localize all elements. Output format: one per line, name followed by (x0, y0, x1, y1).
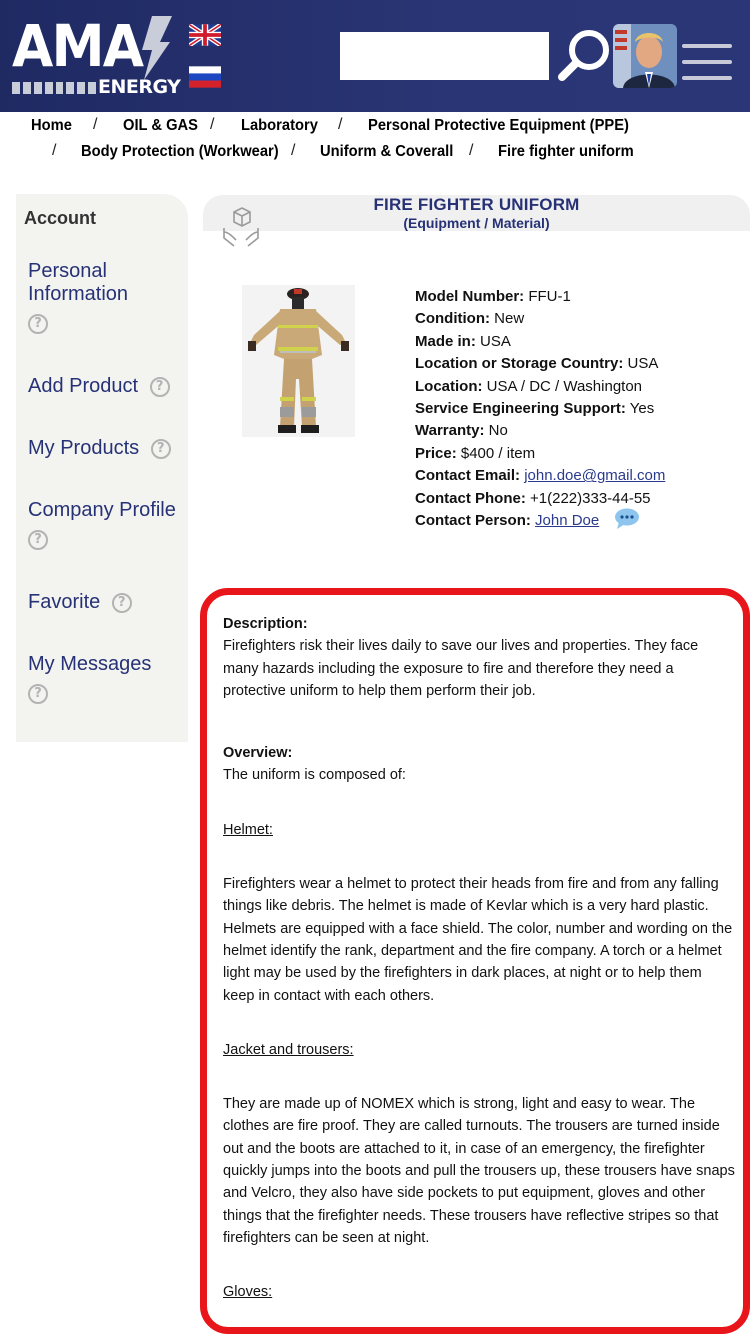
description-label: Description: (223, 616, 308, 632)
help-icon[interactable]: ? (28, 314, 48, 334)
sidebar-item-label: My Products (28, 437, 140, 459)
help-icon[interactable]: ? (150, 377, 170, 397)
product-title: FIRE FIGHTER UNIFORM (373, 195, 580, 214)
detail-value: USA (480, 332, 511, 350)
detail-value: FFU-1 (528, 288, 571, 305)
detail-storage-country (415, 353, 665, 375)
detail-value: No (488, 422, 508, 440)
breadcrumb-separator: / (52, 142, 57, 159)
sidebar-item-label: Add Product (28, 375, 139, 397)
logo-sub-text: ENERGY (98, 76, 181, 98)
breadcrumb-current-page[interactable]: Fire fighter uniform (498, 143, 634, 160)
overview-label: Overview: (223, 745, 293, 762)
uk-flag-icon[interactable] (189, 24, 221, 46)
breadcrumb-oil-gas[interactable]: OIL & GAS (123, 117, 198, 134)
lightning-bolt-icon (138, 16, 172, 80)
sidebar-item-label: Company Profile (28, 499, 176, 521)
jacket-heading: Jacket and trousers: (223, 1041, 354, 1058)
breadcrumb-separator: / (93, 116, 98, 133)
detail-value: $400 / item (460, 444, 536, 462)
sidebar-item-my-messages[interactable] (28, 653, 178, 705)
product-subtitle: (Equipment / Material) (403, 215, 550, 231)
description-content (223, 613, 735, 1304)
product-image[interactable] (242, 285, 355, 437)
detail-label: Price: (415, 444, 457, 462)
account-sidebar (16, 194, 188, 742)
sidebar-item-company-profile[interactable] (28, 499, 188, 551)
detail-label: Contact Phone: (415, 489, 526, 507)
detail-service-support (415, 398, 665, 420)
detail-label: Contact Person: (415, 512, 531, 530)
detail-label: Model Number: (415, 288, 525, 305)
search-input[interactable] (340, 32, 549, 80)
breadcrumb-body-protection[interactable]: Body Protection (Workwear) (81, 143, 279, 160)
sidebar-item-my-products[interactable] (28, 437, 171, 460)
product-details (415, 286, 665, 532)
overview-text: The uniform is composed of: (223, 767, 406, 784)
jacket-text: They are made up of NOMEX which is strong, light and easy to wear. The clothes are fire proof. They are called turnouts. The trousers are turned inside out and the boots are attached to it, in case of an emergency, the firefighter quickly jumps into the boots and pull the trousers up, these trousers have snaps and Velcro, they also have side pockets to put equipment, gloves and other things that the firefighter needs. These trousers have reflective stripes so that firefighters can be seen at night. (223, 1096, 735, 1246)
detail-value: Yes (629, 400, 655, 418)
detail-value: New (494, 310, 525, 328)
detail-value: USA (627, 355, 659, 373)
contact-person-link[interactable]: John Doe (535, 512, 600, 530)
contact-email-link[interactable]: john.doe@gmail.com (524, 467, 666, 485)
logo-energy-row (12, 76, 181, 98)
helmet-text: Firefighters wear a helmet to protect their heads from fire and from any falling things like debris. The helmet is made of Kevlar which is a very hard plastic. Helmets are equipped with a face shield. The color, number and wording on the helmet identify the rank, department and the fire company. A torch or a helmet light may be used by the firefighters in dark places, at night or to help them keep in contact with each others. (223, 876, 733, 1004)
detail-label: Contact Email: (415, 467, 521, 485)
detail-condition (415, 308, 665, 330)
breadcrumb-separator: / (469, 142, 474, 159)
breadcrumb-uniform-coverall[interactable]: Uniform & Coverall (320, 143, 454, 160)
russia-flag-icon[interactable] (189, 66, 221, 88)
breadcrumb-home[interactable]: Home (31, 117, 72, 134)
detail-label: Location or Storage Country: (415, 355, 624, 373)
detail-model-number (415, 286, 665, 308)
detail-label: Made in: (415, 332, 476, 350)
ama-energy-logo[interactable] (12, 12, 181, 98)
breadcrumb-separator: / (338, 116, 343, 133)
detail-label: Warranty: (415, 422, 485, 440)
detail-location (415, 376, 665, 398)
top-header (0, 0, 750, 112)
breadcrumb-laboratory[interactable]: Laboratory (241, 117, 318, 134)
detail-label: Service Engineering Support: (415, 400, 626, 418)
hamburger-menu-icon[interactable] (682, 44, 732, 84)
detail-warranty (415, 420, 665, 442)
description-panel (200, 588, 750, 1334)
helmet-heading: Helmet: (223, 821, 273, 838)
sidebar-item-label: Personal Information (28, 260, 129, 305)
sidebar-item-label: My Messages (28, 653, 152, 675)
search-icon[interactable] (556, 26, 614, 84)
help-icon[interactable]: ? (28, 530, 48, 550)
breadcrumb-separator: / (291, 142, 296, 159)
sidebar-item-personal-information[interactable] (28, 260, 178, 335)
detail-contact-phone (415, 488, 665, 510)
sidebar-item-label: Favorite (28, 591, 101, 613)
detail-label: Location: (415, 377, 483, 395)
detail-contact-email (415, 465, 665, 487)
sidebar-item-favorite[interactable] (28, 591, 132, 614)
detail-label: Condition: (415, 310, 490, 328)
logo-bars (12, 82, 96, 94)
user-avatar[interactable] (613, 24, 677, 88)
breadcrumb-ppe[interactable]: Personal Protective Equipment (PPE) (368, 117, 629, 134)
logo-main-text: AMA (12, 12, 143, 80)
sidebar-item-add-product[interactable] (28, 375, 170, 398)
gloves-heading: Gloves: (223, 1284, 273, 1301)
breadcrumb (0, 113, 750, 173)
help-icon[interactable]: ? (28, 684, 48, 704)
detail-made-in (415, 331, 665, 353)
chat-bubble-icon[interactable] (614, 508, 640, 530)
detail-price (415, 443, 665, 465)
sidebar-title: Account (24, 208, 96, 228)
detail-value: +1(222)333-44-55 (530, 489, 651, 507)
help-icon[interactable]: ? (151, 439, 171, 459)
breadcrumb-separator: / (210, 116, 215, 133)
detail-value: USA / DC / Washington (486, 377, 643, 395)
help-icon[interactable]: ? (112, 593, 132, 613)
description-text: Firefighters risk their lives daily to save our lives and properties. They face many hazards including the exposure to fire and therefore they need a protective uniform to help them perform their job. (223, 638, 699, 699)
